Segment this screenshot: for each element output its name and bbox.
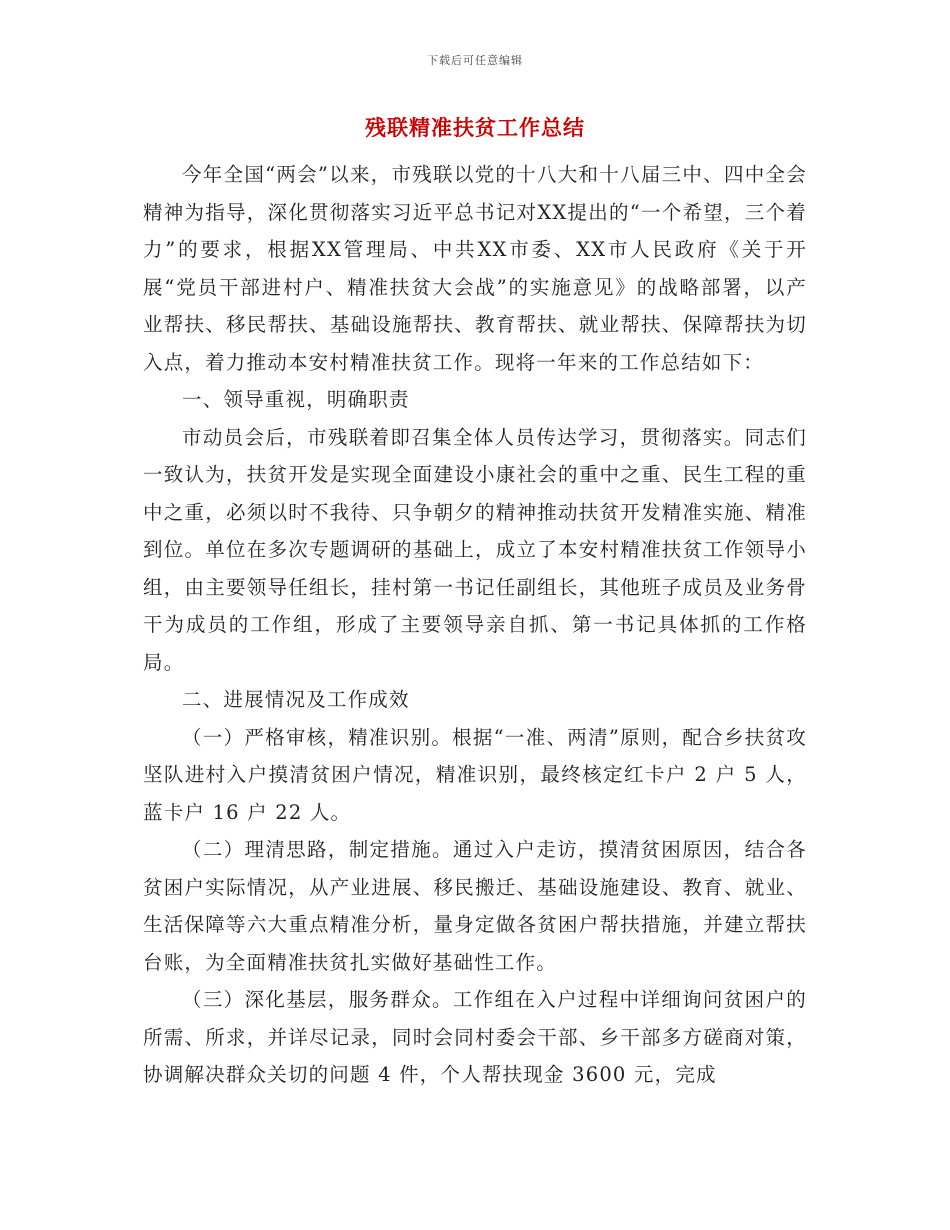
section-heading-1: 一、领导重视，明确职责 <box>182 388 410 411</box>
document-title: 残联精准扶贫工作总结 <box>365 115 585 140</box>
subsection-3-paragraph: （三）深化基层，服务群众。工作组在入户过程中详细询问贫困户的所需、所求，并详尽记录，同时会同村委会干部、乡干部多方磋商对策，协调解决群众关切的问题 4 件，个人帮扶现金 3600 元，完成 <box>143 988 807 1086</box>
subsection-1-paragraph: （一）严格审核，精准识别。根据“一准、两清”原则，配合乡扶贫攻坚队进村入户摸清贫困户情况，精准识别，最终核定红卡户 2 户 5 人，蓝卡户 16 户 22 人。 <box>143 725 807 824</box>
document-body <box>143 156 807 1094</box>
section-1-paragraph: 市动员会后，市残联着即召集全体人员传达学习，贯彻落实。同志们一致认为，扶贫开发是实现全面建设小康社会的重中之重、民生工程的重中之重，必须以时不我待、只争朝夕的精神推动扶贫开发精准实施、精准到位。单位在多次专题调研的基础上，成立了本安村精准扶贫工作领导小组，由主要领导任组长，挂村第一书记任副组长，其他班子成员及业务骨干为成员的工作组，形成了主要领导亲自抓、第一书记具体抓的工作格局。 <box>143 425 807 674</box>
subsection-2-paragraph: （二）理清思路，制定措施。通过入户走访，摸清贫困原因，结合各贫困户实际情况，从产业进展、移民搬迁、基础设施建设、教育、就业、生活保障等六大重点精准分析，量身定做各贫困户帮扶措施，并建立帮扶台账，为全面精准扶贫扎实做好基础性工作。 <box>143 838 807 974</box>
header-note: 下载后可任意编辑 <box>427 54 523 67</box>
intro-paragraph: 今年全国“两会”以来，市残联以党的十八大和十八届三中、四中全会精神为指导，深化贯彻落实习近平总书记对XX提出的“一个希望，三个着力”的要求，根据XX管理局、中共XX市委、XX市人民政府《关于开展“党员干部进村户、精准扶贫大会战”的实施意见》的战略部署，以产业帮扶、移民帮扶、基础设施帮扶、教育帮扶、就业帮扶、保障帮扶为切入点，着力推动本安村精准扶贫工作。现将一年来的工作总结如下： <box>143 163 807 374</box>
section-heading-2: 二、进展情况及工作成效 <box>182 688 410 711</box>
